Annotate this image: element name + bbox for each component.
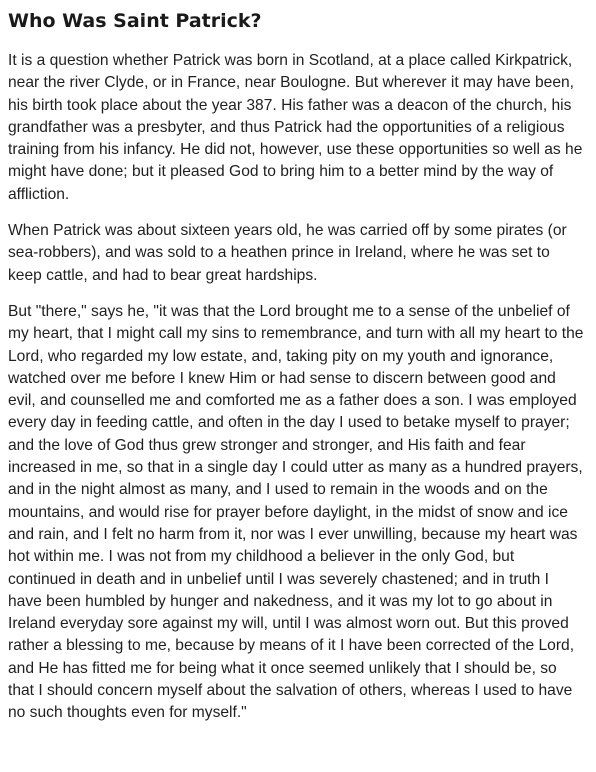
paragraph-quote: But "there," says he, "it was that the Lord brought me to a sense of the unbelief of my heart, that I might call my sins to remembrance, and turn with all my heart to the Lord, who regarded my low estate, and, taking pity on my youth and ignorance, watched over me before I knew Him or had sense to discern between good and evil, and counselled me and comforted me as a father does a son. I was employed every day in feeding cattle, and often in the day I used to betake myself to prayer; and the love of God thus grew stronger and stronger, and His faith and fear increased in me, so that in a single day I could utter as many as a hundred prayers, and in the night almost as many, and I used to remain in the woods and on the mountains, and would rise for prayer before daylight, in the midst of snow and ice and rain, and I felt no harm from it, nor was I ever unwilling, because my heart was hot within me. I was not from my childhood a believer in the only God, but continued in death and in unbelief until I was severely chastened; and in truth I have been humbled by hunger and nakedness, and it was my lot to go about in Ireland everyday sore against my will, until I was almost worn out. But this proved rather a blessing to me, because by means of it I have been corrected of the Lord, and He has fitted me for being what it once seemed unlikely that I should be, so that I should concern myself about the salvation of others, whereas I used to have no such thoughts even for myself." bbox=[8, 302, 584, 722]
paragraph-captivity: When Patrick was about sixteen years old, he was carried off by some pirates (or sea-robbers), and was sold to a heathen prince in Ireland, where he was set to keep cattle, and had to bear great hardships. bbox=[8, 222, 567, 284]
article-body bbox=[8, 50, 584, 725]
page-title: Who Was Saint Patrick? bbox=[8, 10, 262, 32]
paragraph-birth: It is a question whether Patrick was born in Scotland, at a place called Kirkpatrick, near the river Clyde, or in France, near Boulogne. But wherever it may have been, his birth took place about the year 387. His father was a deacon of the church, his grandfather was a presbyter, and thus Patrick had the opportunities of a religious training from his infancy. He did not, however, use these opportunities so well as he might have done; but it pleased God to bring him to a better mind by the way of affliction. bbox=[8, 52, 583, 203]
